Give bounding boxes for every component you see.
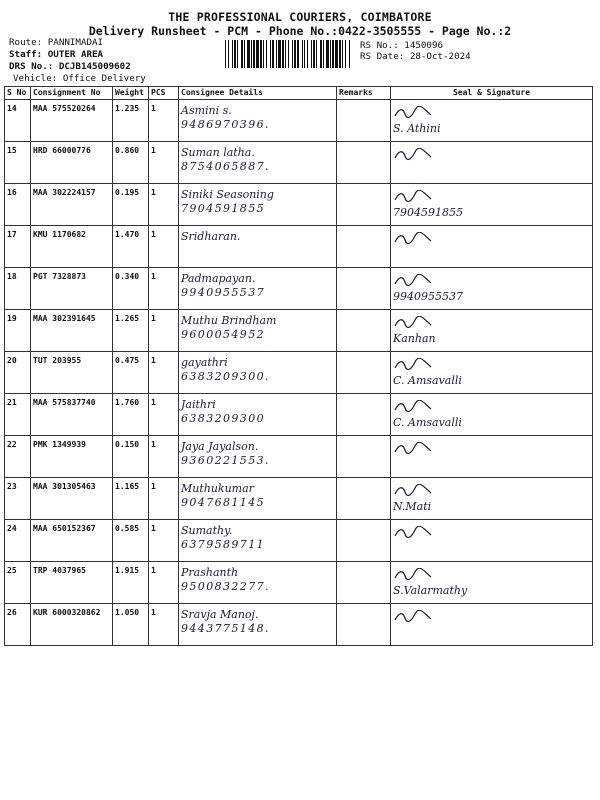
sno-cell: 16 (5, 184, 31, 226)
rs-no-label: RS No.: (360, 40, 399, 51)
weight-cell: 0.150 (113, 436, 149, 478)
route-value: PANNIMADAI (47, 37, 104, 48)
route-line (9, 37, 103, 48)
pcs-cell: 1 (149, 352, 179, 394)
pcs-cell: 1 (149, 436, 179, 478)
consignee-phone: 9443775148. (181, 622, 270, 635)
signature-text: N.Mati (393, 500, 432, 513)
seal-signature-cell (391, 184, 593, 226)
runsheet-table (4, 86, 593, 646)
vehicle-label: Vehicle: (13, 73, 58, 84)
consignee-name: Muthukumar (181, 482, 254, 495)
sno-cell: 18 (5, 268, 31, 310)
consignee-cell (179, 184, 337, 226)
table-row (5, 478, 593, 520)
rs-date-line (360, 51, 471, 62)
pcs-cell: 1 (149, 100, 179, 142)
signature-text: 9940955537 (393, 290, 463, 303)
seal-signature-cell (391, 352, 593, 394)
table-row (5, 352, 593, 394)
consignee-name: gayathri (181, 356, 228, 369)
sno-cell: 20 (5, 352, 31, 394)
consignee-name: Jaya Jayalson. (181, 440, 259, 453)
sno-cell: 26 (5, 604, 31, 646)
sno-cell: 15 (5, 142, 31, 184)
table-row (5, 184, 593, 226)
seal-signature-cell (391, 226, 593, 268)
consignment-cell: PMK 1349939 (31, 436, 113, 478)
signature-scribble-icon (393, 106, 433, 120)
table-row (5, 562, 593, 604)
consignee-name: Muthu Brindham (181, 314, 277, 327)
signature-scribble-icon (393, 274, 433, 288)
consignment-cell: MAA 575520264 (31, 100, 113, 142)
sno-cell: 22 (5, 436, 31, 478)
consignee-cell (179, 268, 337, 310)
table-row (5, 268, 593, 310)
sno-cell: 21 (5, 394, 31, 436)
sno-cell: 19 (5, 310, 31, 352)
pcs-cell: 1 (149, 268, 179, 310)
col-sno: S No (5, 87, 31, 100)
consignee-name: Siniki Seasoning (181, 188, 274, 201)
consignee-phone: 9940955537 (181, 286, 265, 299)
rs-no-line (360, 40, 443, 51)
seal-signature-cell (391, 604, 593, 646)
signature-text: C. Amsavalli (393, 416, 462, 429)
consignee-name: Asmini s. (181, 104, 232, 117)
pcs-cell: 1 (149, 562, 179, 604)
signature-scribble-icon (393, 232, 433, 246)
remarks-cell (337, 142, 391, 184)
sno-cell: 25 (5, 562, 31, 604)
table-row (5, 226, 593, 268)
table-row (5, 520, 593, 562)
consignee-cell (179, 604, 337, 646)
remarks-cell (337, 394, 391, 436)
consignee-name: Jaithri (181, 398, 216, 411)
signature-scribble-icon (393, 400, 433, 414)
consignment-cell: KUR 6000320862 (31, 604, 113, 646)
signature-scribble-icon (393, 148, 433, 162)
consignee-cell (179, 100, 337, 142)
consignee-cell (179, 226, 337, 268)
table-row (5, 142, 593, 184)
staff-value: OUTER AREA (47, 49, 104, 60)
consignee-cell (179, 394, 337, 436)
consignment-cell: KMU 1170682 (31, 226, 113, 268)
weight-cell: 1.235 (113, 100, 149, 142)
seal-signature-cell (391, 478, 593, 520)
signature-scribble-icon (393, 190, 433, 204)
consignment-cell: HRD 66000776 (31, 142, 113, 184)
consignment-cell: MAA 575837740 (31, 394, 113, 436)
consignee-cell (179, 478, 337, 520)
runsheet-subtitle: Delivery Runsheet - PCM - Phone No.:0422-3505555 - Page No.:2 (88, 24, 512, 38)
seal-signature-cell (391, 100, 593, 142)
weight-cell: 0.340 (113, 268, 149, 310)
signature-text: S.Valarmathy (393, 584, 468, 597)
weight-cell: 1.050 (113, 604, 149, 646)
remarks-cell (337, 562, 391, 604)
staff-label: Staff: (9, 49, 43, 60)
consignee-phone: 9600054952 (181, 328, 265, 341)
weight-cell: 1.165 (113, 478, 149, 520)
weight-cell: 0.860 (113, 142, 149, 184)
consignee-name: Sridharan. (181, 230, 241, 243)
sno-cell: 17 (5, 226, 31, 268)
pcs-cell: 1 (149, 394, 179, 436)
rs-date-value: 28-Oct-2024 (409, 51, 471, 62)
signature-scribble-icon (393, 442, 433, 456)
pcs-cell: 1 (149, 184, 179, 226)
pcs-cell: 1 (149, 520, 179, 562)
consignee-cell (179, 310, 337, 352)
signature-scribble-icon (393, 358, 433, 372)
col-remarks: Remarks (337, 87, 391, 100)
consignee-name: Padmapayan. (181, 272, 256, 285)
consignee-phone: 6383209300. (181, 370, 270, 383)
signature-text: 7904591855 (393, 206, 463, 219)
remarks-cell (337, 184, 391, 226)
consignee-name: Prashanth (181, 566, 239, 579)
sno-cell: 23 (5, 478, 31, 520)
consignment-cell: TUT 203955 (31, 352, 113, 394)
consignee-phone: 9360221553. (181, 454, 270, 467)
weight-cell: 0.585 (113, 520, 149, 562)
sno-cell: 14 (5, 100, 31, 142)
consignee-cell (179, 562, 337, 604)
signature-scribble-icon (393, 316, 433, 330)
weight-cell: 0.475 (113, 352, 149, 394)
weight-cell: 1.915 (113, 562, 149, 604)
weight-cell: 1.470 (113, 226, 149, 268)
table-row (5, 604, 593, 646)
table-row (5, 310, 593, 352)
col-seal-signature: Seal & Signature (391, 87, 593, 100)
seal-signature-cell (391, 142, 593, 184)
remarks-cell (337, 310, 391, 352)
consignee-name: Sumathy. (181, 524, 233, 537)
remarks-cell (337, 478, 391, 520)
consignee-phone: 7904591855 (181, 202, 265, 215)
remarks-cell (337, 100, 391, 142)
table-header-row (5, 87, 593, 100)
drs-line (9, 61, 131, 72)
consignee-cell (179, 520, 337, 562)
staff-line (9, 49, 103, 60)
col-consignment: Consignment No (31, 87, 113, 100)
signature-scribble-icon (393, 526, 433, 540)
signature-scribble-icon (393, 610, 433, 624)
consignment-cell: MAA 302391645 (31, 310, 113, 352)
remarks-cell (337, 352, 391, 394)
consignee-phone: 9486970396. (181, 118, 270, 131)
consignment-cell: PGT 7328873 (31, 268, 113, 310)
consignee-phone: 8754065887. (181, 160, 270, 173)
signature-scribble-icon (393, 484, 433, 498)
table-row (5, 394, 593, 436)
consignee-phone: 9047681145 (181, 496, 265, 509)
seal-signature-cell (391, 394, 593, 436)
consignee-cell (179, 142, 337, 184)
barcode (225, 40, 353, 68)
table-row (5, 436, 593, 478)
pcs-cell: 1 (149, 226, 179, 268)
signature-text: S. Athini (393, 122, 441, 135)
company-title: THE PROFESSIONAL COURIERS, COIMBATORE (168, 10, 432, 24)
weight-cell: 1.265 (113, 310, 149, 352)
consignee-name: Sravja Manoj. (181, 608, 259, 621)
pcs-cell: 1 (149, 142, 179, 184)
seal-signature-cell (391, 562, 593, 604)
remarks-cell (337, 436, 391, 478)
remarks-cell (337, 520, 391, 562)
consignee-cell (179, 436, 337, 478)
pcs-cell: 1 (149, 604, 179, 646)
seal-signature-cell (391, 436, 593, 478)
vehicle-line (13, 73, 146, 84)
remarks-cell (337, 604, 391, 646)
signature-text: Kanhan (393, 332, 436, 345)
sno-cell: 24 (5, 520, 31, 562)
seal-signature-cell (391, 520, 593, 562)
seal-signature-cell (391, 310, 593, 352)
col-pcs: PCS (149, 87, 179, 100)
consignee-phone: 6383209300 (181, 412, 265, 425)
consignee-name: Suman latha. (181, 146, 255, 159)
consignee-phone: 6379589711 (181, 538, 265, 551)
signature-text: C. Amsavalli (393, 374, 462, 387)
remarks-cell (337, 226, 391, 268)
vehicle-value: Office Delivery (62, 73, 146, 84)
consignment-cell: MAA 301305463 (31, 478, 113, 520)
rs-date-label: RS Date: (360, 51, 405, 62)
consignment-cell: MAA 650152367 (31, 520, 113, 562)
weight-cell: 0.195 (113, 184, 149, 226)
consignee-cell (179, 352, 337, 394)
drs-label: DRS No.: (9, 61, 54, 72)
pcs-cell: 1 (149, 478, 179, 520)
consignment-cell: MAA 302224157 (31, 184, 113, 226)
rs-no-value: 1450096 (404, 40, 444, 51)
route-label: Route: (9, 37, 43, 48)
consignee-phone: 9500832277. (181, 580, 270, 593)
weight-cell: 1.760 (113, 394, 149, 436)
pcs-cell: 1 (149, 310, 179, 352)
consignment-cell: TRP 4037965 (31, 562, 113, 604)
col-consignee: Consignee Details (179, 87, 337, 100)
table-row (5, 100, 593, 142)
signature-scribble-icon (393, 568, 433, 582)
col-weight: Weight (113, 87, 149, 100)
seal-signature-cell (391, 268, 593, 310)
remarks-cell (337, 268, 391, 310)
drs-value: DCJB145009602 (58, 61, 131, 72)
